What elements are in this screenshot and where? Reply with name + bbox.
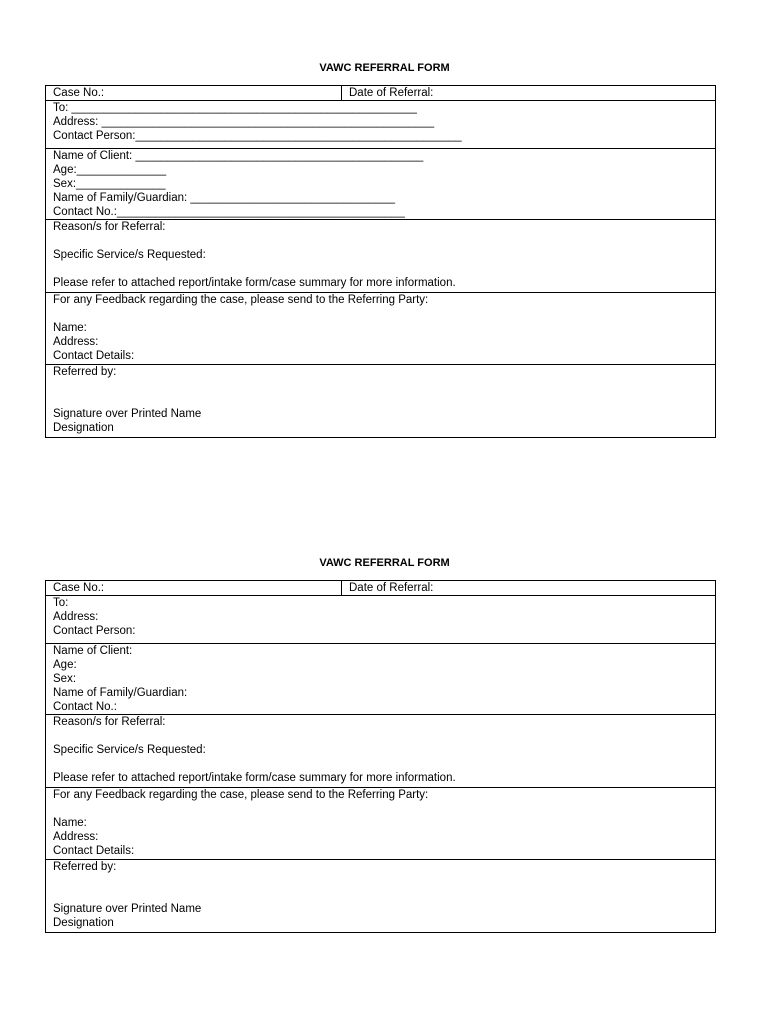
signature-label: Signature over Printed Name	[53, 903, 202, 915]
reason-section[interactable]	[46, 715, 716, 788]
spacer	[53, 234, 715, 248]
to-field: To: ______________________________________________________	[53, 102, 417, 114]
feedback-section[interactable]	[46, 788, 716, 860]
date-of-referral-label: Date of Referral:	[349, 582, 434, 594]
case-no-cell[interactable]	[46, 581, 342, 596]
referred-by-label: Referred by:	[53, 366, 117, 378]
age-field: Age:______________	[53, 164, 167, 176]
services-label: Specific Service/s Requested:	[53, 249, 206, 261]
form-title: VAWC REFERRAL FORM	[319, 557, 450, 569]
spacer	[53, 262, 715, 276]
name-of-client-field: Name of Client:	[53, 645, 133, 657]
feedback-address-field: Address:	[53, 831, 99, 843]
name-of-client-field: Name of Client: _____________________________________________	[53, 150, 424, 162]
feedback-name-field: Name:	[53, 322, 87, 334]
feedback-label: For any Feedback regarding the case, please send to the Referring Party:	[53, 294, 429, 306]
case-no-label: Case No.:	[53, 87, 105, 99]
case-no-cell[interactable]	[46, 86, 342, 101]
referred-by-section[interactable]	[46, 365, 716, 438]
sex-field: Sex:______________	[53, 178, 166, 190]
contact-no-field: Contact No.:_____________________________________________	[53, 206, 405, 218]
please-refer-note: Please refer to attached report/intake form/case summary for more information.	[53, 772, 456, 784]
spacer	[53, 393, 715, 407]
spacer	[53, 379, 715, 393]
contact-person-field: Contact Person:	[53, 625, 136, 637]
feedback-section[interactable]	[46, 293, 716, 365]
client-section[interactable]	[46, 149, 716, 220]
designation-label: Designation	[53, 917, 114, 929]
address-field: Address: ____________________________________________________	[53, 116, 435, 128]
spacer	[53, 729, 715, 743]
client-section[interactable]	[46, 644, 716, 715]
spacer	[53, 802, 715, 816]
feedback-name-field: Name:	[53, 817, 87, 829]
feedback-contact-details-field: Contact Details:	[53, 845, 135, 857]
case-no-label: Case No.:	[53, 582, 105, 594]
reason-section[interactable]	[46, 220, 716, 293]
spacer	[53, 757, 715, 771]
sex-field: Sex:	[53, 673, 77, 685]
form-table	[45, 85, 716, 438]
family-guardian-field: Name of Family/Guardian: ________________________________	[53, 192, 396, 204]
date-of-referral-cell[interactable]	[342, 581, 716, 596]
referred-by-section[interactable]	[46, 860, 716, 933]
recipient-section[interactable]	[46, 596, 716, 644]
address-field: Address:	[53, 611, 99, 623]
spacer	[53, 874, 715, 888]
family-guardian-field: Name of Family/Guardian:	[53, 687, 188, 699]
age-field: Age:	[53, 659, 77, 671]
feedback-contact-details-field: Contact Details:	[53, 350, 135, 362]
date-of-referral-cell[interactable]	[342, 86, 716, 101]
signature-label: Signature over Printed Name	[53, 408, 202, 420]
feedback-label: For any Feedback regarding the case, please send to the Referring Party:	[53, 789, 429, 801]
referral-form-1	[45, 61, 716, 438]
date-of-referral-label: Date of Referral:	[349, 87, 434, 99]
referred-by-label: Referred by:	[53, 861, 117, 873]
recipient-section[interactable]	[46, 101, 716, 149]
form-title: VAWC REFERRAL FORM	[319, 62, 450, 74]
services-label: Specific Service/s Requested:	[53, 744, 206, 756]
contact-no-field: Contact No.:	[53, 701, 117, 713]
feedback-address-field: Address:	[53, 336, 99, 348]
reasons-label: Reason/s for Referral:	[53, 221, 166, 233]
spacer	[53, 307, 715, 321]
contact-person-field: Contact Person:___________________________________________________	[53, 130, 462, 142]
referral-form-2	[45, 556, 716, 933]
designation-label: Designation	[53, 422, 114, 434]
please-refer-note: Please refer to attached report/intake form/case summary for more information.	[53, 277, 456, 289]
form-table	[45, 580, 716, 933]
spacer	[53, 888, 715, 902]
to-field: To:	[53, 597, 69, 609]
reasons-label: Reason/s for Referral:	[53, 716, 166, 728]
